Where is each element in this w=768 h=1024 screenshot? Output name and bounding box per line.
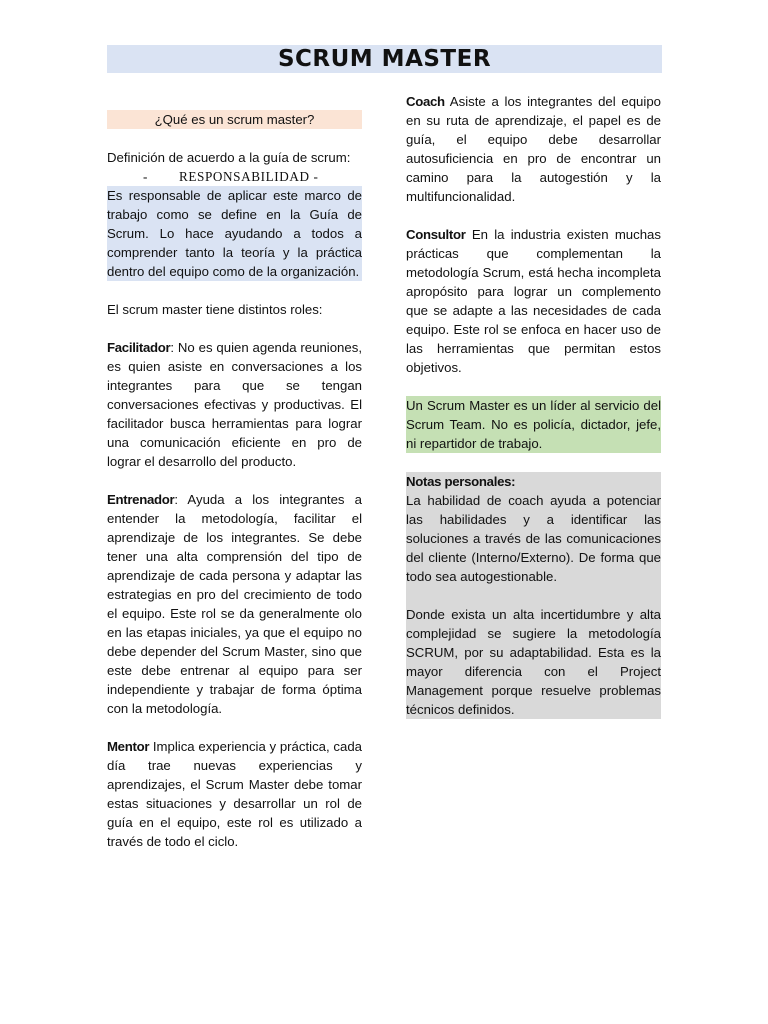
mentor-paragraph xyxy=(107,737,362,851)
page-title: SCRUM MASTER xyxy=(107,45,662,73)
facilitador-term: Facilitador xyxy=(107,340,171,355)
question-heading: ¿Qué es un scrum master? xyxy=(107,110,362,129)
notes-paragraph-1: La habilidad de coach ayuda a potenciar las habilidades y a identificar las soluciones a través de las comunicaciones del cliente (Interno/Externo). De forma que todo sea autogestionable. xyxy=(406,493,661,584)
responsible-paragraph: Es responsable de aplicar este marco de trabajo como se define en la Guía de Scrum. Lo hace ayudando a todos a comprender tanto la teoría y la práctica dentro del equipo como de la organización. xyxy=(107,188,362,279)
leader-callout: Un Scrum Master es un líder al servicio del Scrum Team. No es policía, dictador, jefe, ni repartidor de trabajo. xyxy=(406,398,661,451)
roles-intro: El scrum master tiene distintos roles: xyxy=(107,302,323,317)
consultor-text: En la industria existen muchas prácticas que complementan la metodología Scrum, está hecha incompleta apropósito para lograr un complemento que se adapte a las necesidades de cada equipo. Este rol se enfoca en hacer uso de las herramientas que permitan estos objetivos. xyxy=(406,227,661,375)
definition-intro: Definición de acuerdo a la guía de scrum: xyxy=(107,150,351,165)
responsibility-label xyxy=(107,167,362,186)
coach-term: Coach xyxy=(406,94,445,109)
entrenador-text: : Ayuda a los integrantes a entender la metodología, facilitar el aprendizaje de los integrantes. Se debe tener una alta comprensión del tipo de aprendizaje de cada persona y adaptar las estrategias en pro del crecimiento de todo el equipo. Este rol se da generalmente olo en las etapas iniciales, ya que el equipo no debe depender del Scrum Master, sino que este debe entrenar al equipo para ser independiente y trabajar de forma óptima con la metodología. xyxy=(107,492,362,716)
mentor-text: Implica experiencia y práctica, cada día trae nuevas experiencias y aprendizajes, el Scrum Master debe tomar estas situaciones y desarrollar un rol de guía en el equipo, este rol es utilizado a través de todo el ciclo. xyxy=(107,739,362,849)
right-column xyxy=(406,92,661,719)
facilitador-text: : No es quien agenda reuniones, es quien asiste en conversaciones a los integrantes para que se tengan conversaciones efectivas y productivas. El facilitador busca herramientas para lograr una comunicación eficiente en pro de lograr el desarrollo del producto. xyxy=(107,340,362,469)
entrenador-term: Entrenador xyxy=(107,492,175,507)
notes-title: Notas personales: xyxy=(406,474,516,489)
responsibility-dash: - xyxy=(143,169,148,184)
personal-notes-box xyxy=(406,472,661,719)
consultor-paragraph xyxy=(406,225,661,377)
coach-text: Asiste a los integrantes del equipo en su ruta de aprendizaje, el papel es de guía, el equipo debe desarrollar autosuficiencia en pro de encontrar un camino para la autogestión y la multifuncionalidad. xyxy=(406,94,661,204)
entrenador-paragraph xyxy=(107,490,362,718)
notes-paragraph-2: Donde exista un alta incertidumbre y alta complejidad se sugiere la metodología SCRUM, por su adaptabilidad. Esta es la mayor diferencia con el Project Management porque resuelve problemas técnicos definidos. xyxy=(406,607,661,717)
responsibility-text: RESPONSABILIDAD - xyxy=(179,169,319,184)
coach-paragraph xyxy=(406,92,661,206)
facilitador-paragraph xyxy=(107,338,362,471)
left-column xyxy=(107,92,362,851)
mentor-term: Mentor xyxy=(107,739,150,754)
consultor-term: Consultor xyxy=(406,227,466,242)
